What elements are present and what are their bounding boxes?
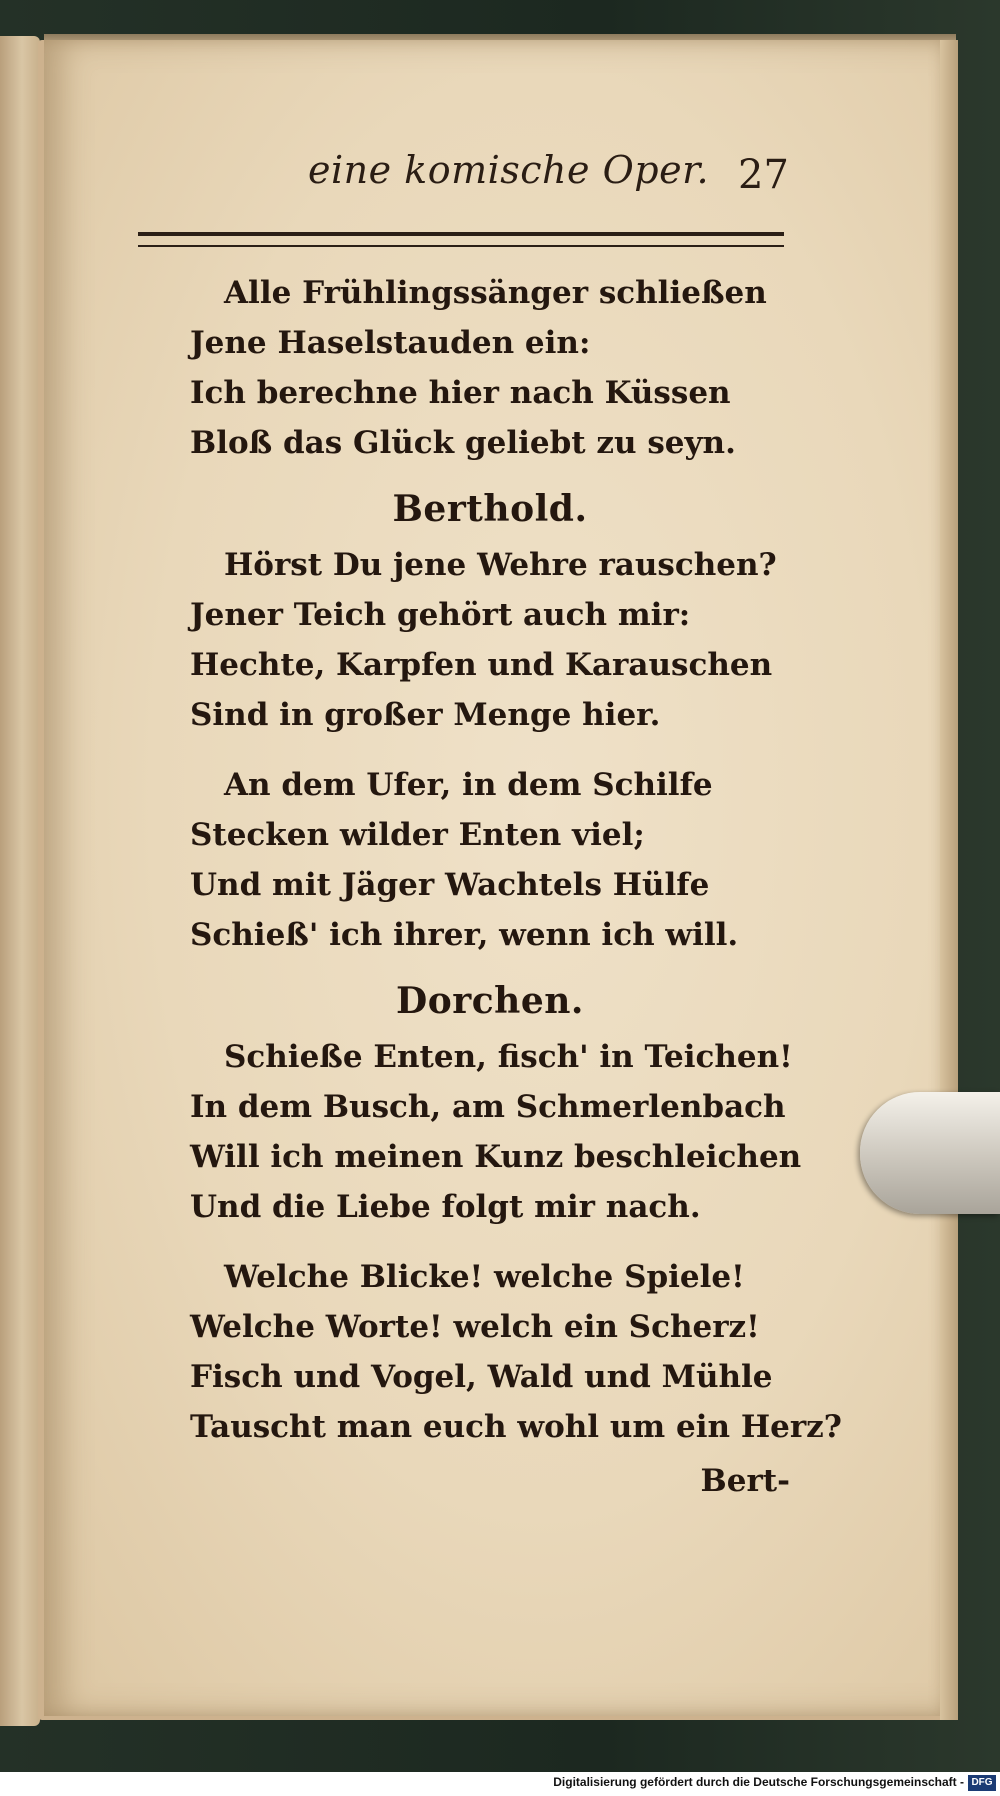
stanza	[190, 540, 790, 740]
verse-line: Sind in großer Menge hier.	[190, 697, 661, 733]
verse-line: Und die Liebe folgt mir nach.	[190, 1189, 701, 1225]
speaker-name: Dorchen.	[396, 980, 584, 1022]
verse-line: Jener Teich gehört auch mir:	[190, 597, 691, 633]
page-fore-edge	[940, 40, 958, 1720]
catchword: Bert-	[700, 1463, 790, 1499]
verse-line: Und mit Jäger Wachtels Hülfe	[190, 867, 710, 903]
verse-line: Schieß' ich ihrer, wenn ich will.	[190, 917, 739, 953]
speaker-name: Berthold.	[392, 488, 588, 530]
stanza-gap	[190, 1232, 790, 1252]
verse-text	[190, 268, 842, 1506]
funding-credit: Digitalisierung gefördert durch die Deutsche Forschungsgemeinschaft -	[553, 1775, 964, 1789]
verse-line: Will ich meinen Kunz beschleichen	[190, 1139, 802, 1175]
facing-page-edge	[0, 36, 40, 1726]
stanza	[190, 1032, 802, 1232]
verse-line: Jene Haselstauden ein:	[190, 325, 591, 361]
verse-line: Fisch und Vogel, Wald und Mühle	[190, 1359, 773, 1395]
verse-line: An dem Ufer, in dem Schilfe	[224, 767, 713, 803]
verse-line: Welche Blicke! welche Spiele!	[224, 1259, 745, 1295]
verse-line: Tauscht man euch wohl um ein Herz?	[190, 1409, 842, 1445]
page-number: 27	[738, 152, 789, 198]
footer-bar	[0, 1772, 1000, 1796]
verse-line: Alle Frühlingssänger schließen	[224, 275, 767, 311]
header-rule	[138, 232, 784, 247]
stanza	[190, 268, 790, 468]
verse-line: Ich berechne hier nach Küssen	[190, 375, 731, 411]
stanza	[190, 760, 790, 960]
page-header	[140, 148, 800, 208]
verse-line: Welche Worte! welch ein Scherz!	[190, 1309, 760, 1345]
dfg-logo: DFG	[968, 1775, 996, 1791]
verse-line: Hörst Du jene Wehre rauschen?	[224, 547, 777, 583]
verse-line: Schieße Enten, fisch' in Teichen!	[224, 1039, 793, 1075]
stanza	[190, 1252, 842, 1452]
page-clip	[860, 1092, 1000, 1214]
stanza-gap	[190, 740, 790, 760]
verse-line: In dem Busch, am Schmerlenbach	[190, 1089, 786, 1125]
verse-line: Bloß das Glück geliebt zu seyn.	[190, 425, 736, 461]
verse-line: Stecken wilder Enten viel;	[190, 817, 645, 853]
running-head: eine komische Oper.	[308, 148, 710, 192]
verse-line: Hechte, Karpfen und Karauschen	[190, 647, 773, 683]
